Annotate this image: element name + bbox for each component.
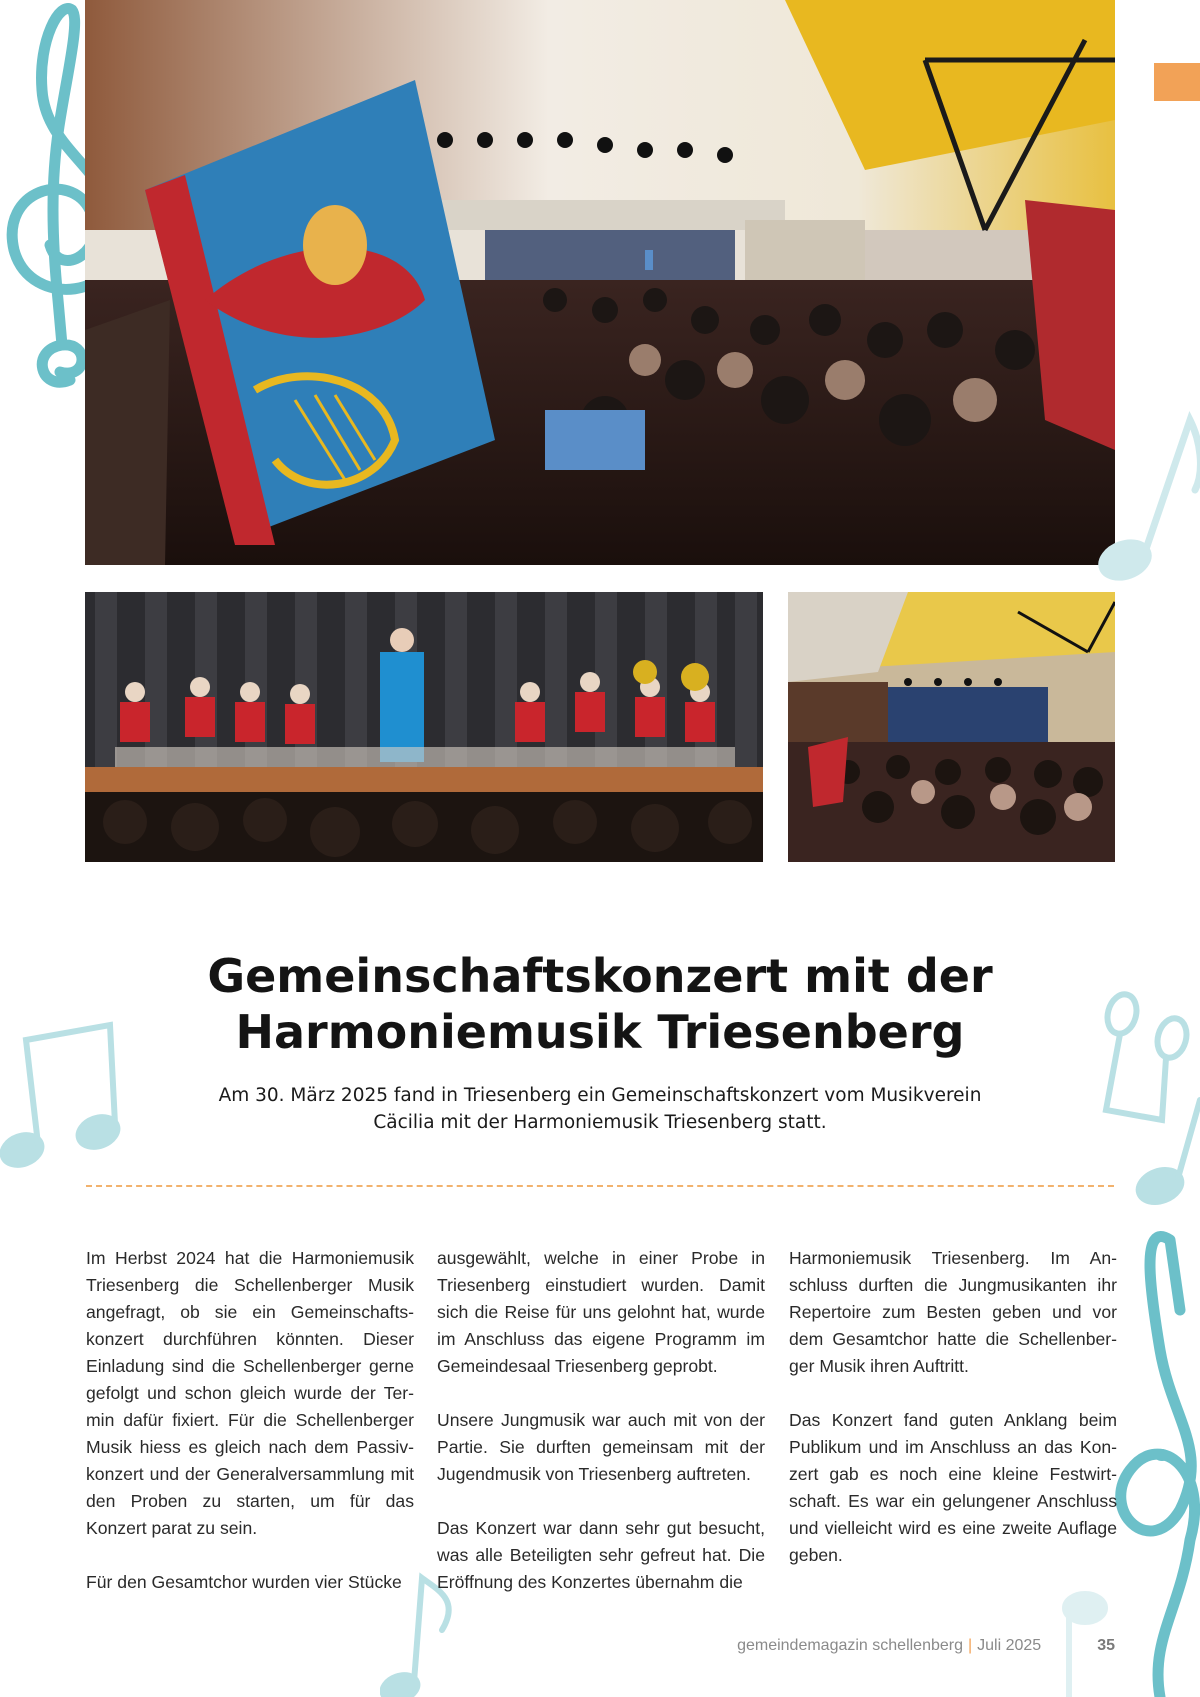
paragraph: Im Herbst 2024 hat die Harmoniemusik Triesenberg die Schellenberger Musik angefragt, ob sie ein Gemeinschaftskonzert durchführen könnten. Dieser Einladung sind die Schellenberger gerne gefolgt und schon gleich wurde der Termin dafür fixiert. Für die Schellenberger Musik hiess es gleich nach dem Passivkonzert und der Generalversammlung mit den Proben zu starten, um für das Konzert parat zu sein. [86, 1248, 414, 1538]
paragraph: Das Konzert war dann sehr gut besucht, was alle Beteiligten sehr gefreut hat. Die Eröffnung des Konzertes übernahm die [437, 1518, 765, 1592]
paragraph: Für den Gesamtchor wurden vier Stücke [86, 1572, 402, 1592]
concert-hall-flag-photo [85, 0, 1115, 565]
text-column-1 [86, 1245, 414, 1623]
page-number: 35 [1097, 1637, 1115, 1654]
eighth-note-right-icon [1095, 400, 1200, 590]
treble-clef-right-icon [1110, 1210, 1200, 1697]
paragraph: Das Konzert fand guten Anklang beim Publikum und im Anschluss an das Konzert gab es noch eine kleine Festwirtschaft. Es war ein gelungener Anschluss und vielleicht wird es eine zweite Auflage geben. [789, 1410, 1117, 1565]
issue-date: Juli 2025 [977, 1637, 1042, 1654]
article-lead: Am 30. März 2025 fand in Triesenberg ein Gemeinschaftskonzert vom Musikverein Cäcilia mit der Harmoniemusik Triesenberg statt. [218, 1085, 982, 1133]
text-column-2 [437, 1245, 765, 1623]
paragraph: Unsere Jungmusik war auch mit von der Partie. Sie durften gemeinsam mit der Jugendmusik von Triesenberg auftreten. [437, 1410, 765, 1484]
publication-name: gemeindemagazin schellenberg [737, 1637, 963, 1654]
text-column-3 [789, 1245, 1117, 1596]
notes-right-middle-icon [1090, 990, 1200, 1210]
article-title: Gemeinschaftskonzert mit der Harmoniemusik Triesenberg [207, 949, 993, 1059]
band-on-stage-photo [85, 592, 763, 862]
paragraph: Harmoniemusik Triesenberg. Im Anschluss durften die Jungmusikanten ihr Repertoire zum Besten geben und vor dem Gesamtchor hatte die Schellenberger Musik ihren Auftritt. [789, 1248, 1117, 1376]
page-footer [737, 1637, 1115, 1655]
paragraph: ausgewählt, welche in einer Probe in Triesenberg einstudiert wurden. Damit sich die Reise für uns gelohnt hat, wurde im Anschluss das eigene Programm im Gemeindesaal Triesenberg geprobt. [437, 1248, 765, 1376]
footer-separator: | [968, 1637, 973, 1654]
dashed-divider [86, 1185, 1114, 1187]
hall-overview-photo [788, 592, 1115, 862]
section-marker-tab [1154, 63, 1200, 101]
